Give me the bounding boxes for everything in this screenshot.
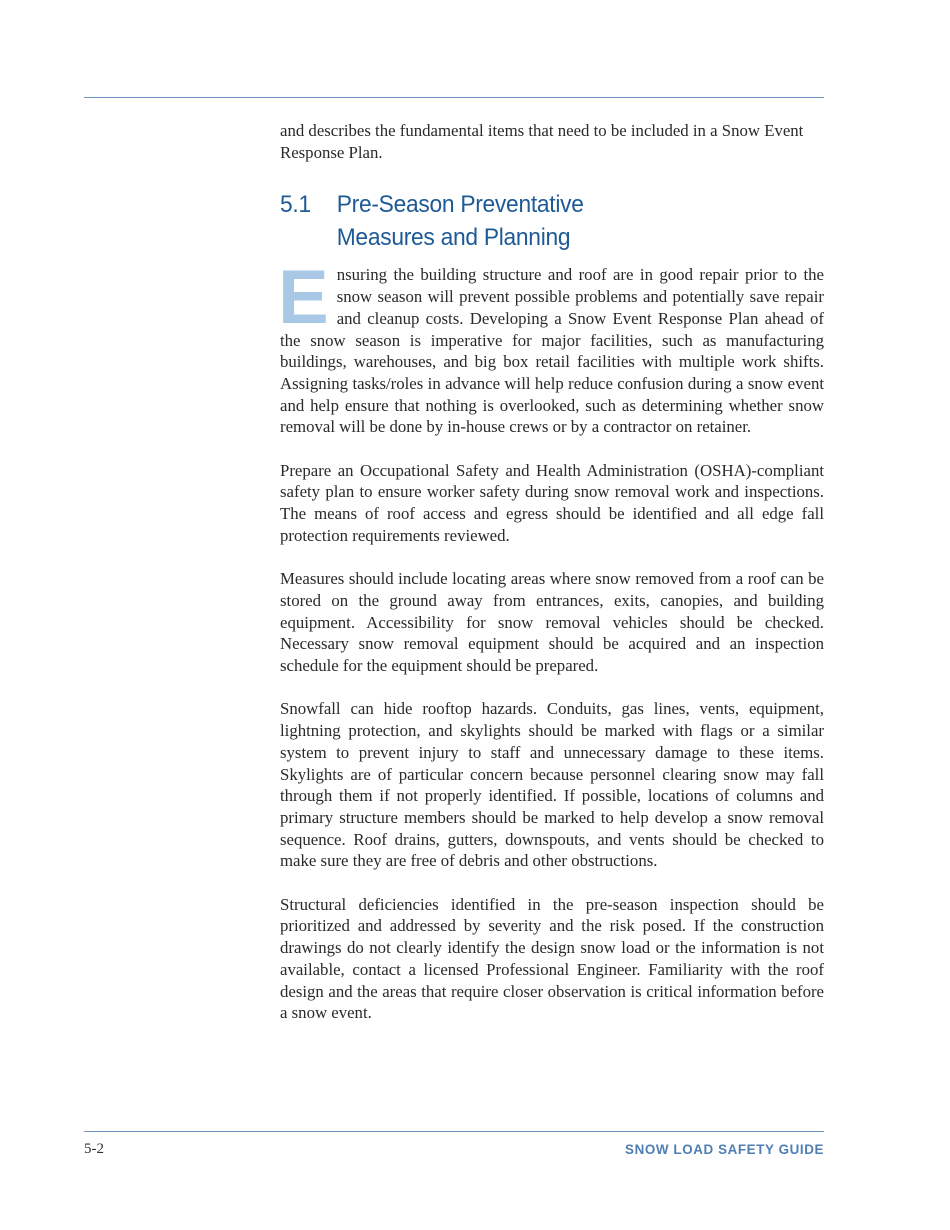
footer-rule <box>84 1131 824 1132</box>
section-heading <box>280 188 786 254</box>
paragraph-5: Structural deficiencies identified in the pre-season inspection should be prioritized and addressed by severity and the risk posed. If the construction drawings do not clearly identify the design snow load or the information is not available, contact a licensed Professional Engineer. Familiarity with the roof design and the areas that require closer observation is critical information before a snow event. <box>280 894 824 1023</box>
running-footer-title: SNOW LOAD SAFETY GUIDE <box>625 1142 824 1157</box>
section-number: 5.1 <box>280 191 311 219</box>
header-rule <box>84 97 824 98</box>
paragraph-1 <box>278 255 824 438</box>
paragraph-2: Prepare an Occupational Safety and Health Administration (OSHA)-compliant safety plan to ensure worker safety during snow removal work and inspections. The means of roof access and egress should be identified and all edge fall protection requirements reviewed. <box>280 460 824 545</box>
paragraph-4: Snowfall can hide rooftop hazards. Conduits, gas lines, vents, equipment, lightning protection, and skylights should be marked with flags or a similar system to prevent injury to staff and unnecessary damage to these items. Skylights are of particular concern because personnel clearing snow may fall through them if not properly identified. If possible, locations of columns and primary structure members should be marked to help develop a snow removal sequence. Roof drains, gutters, downspouts, and vents should be checked to make sure they are free of debris and other obstructions. <box>280 699 824 871</box>
page-number: 5-2 <box>84 1141 104 1157</box>
section-title: Pre-Season Preventative Measures and Planning <box>336 191 584 252</box>
intro-paragraph: and describes the fundamental items that need to be included in a Snow Event Response Plan. <box>280 121 804 162</box>
paragraph-3: Measures should include locating areas where snow removed from a roof can be stored on the ground away from entrances, exits, canopies, and building equipment. Accessibility for snow removal vehicles should be checked. Necessary snow removal equipment should be acquired and an inspection schedule for the equipment should be prepared. <box>280 569 824 676</box>
drop-cap: E <box>278 255 329 341</box>
body-column <box>280 120 824 1024</box>
paragraph-1-text: nsuring the building structure and roof are in good repair prior to the snow season will prevent possible problems and potentially save repair and cleanup costs. Developing a Snow Event Response Plan ahead of the snow season is imperative for major facilities, such as manufacturing buildings, warehouses, and big box retail facilities with multiple work shifts. Assigning tasks/roles in advance will help reduce confusion during a snow event and help ensure that nothing is overlooked, such as determining whether snow removal will be done by in-house crews or by a contractor on retainer. <box>280 265 824 437</box>
